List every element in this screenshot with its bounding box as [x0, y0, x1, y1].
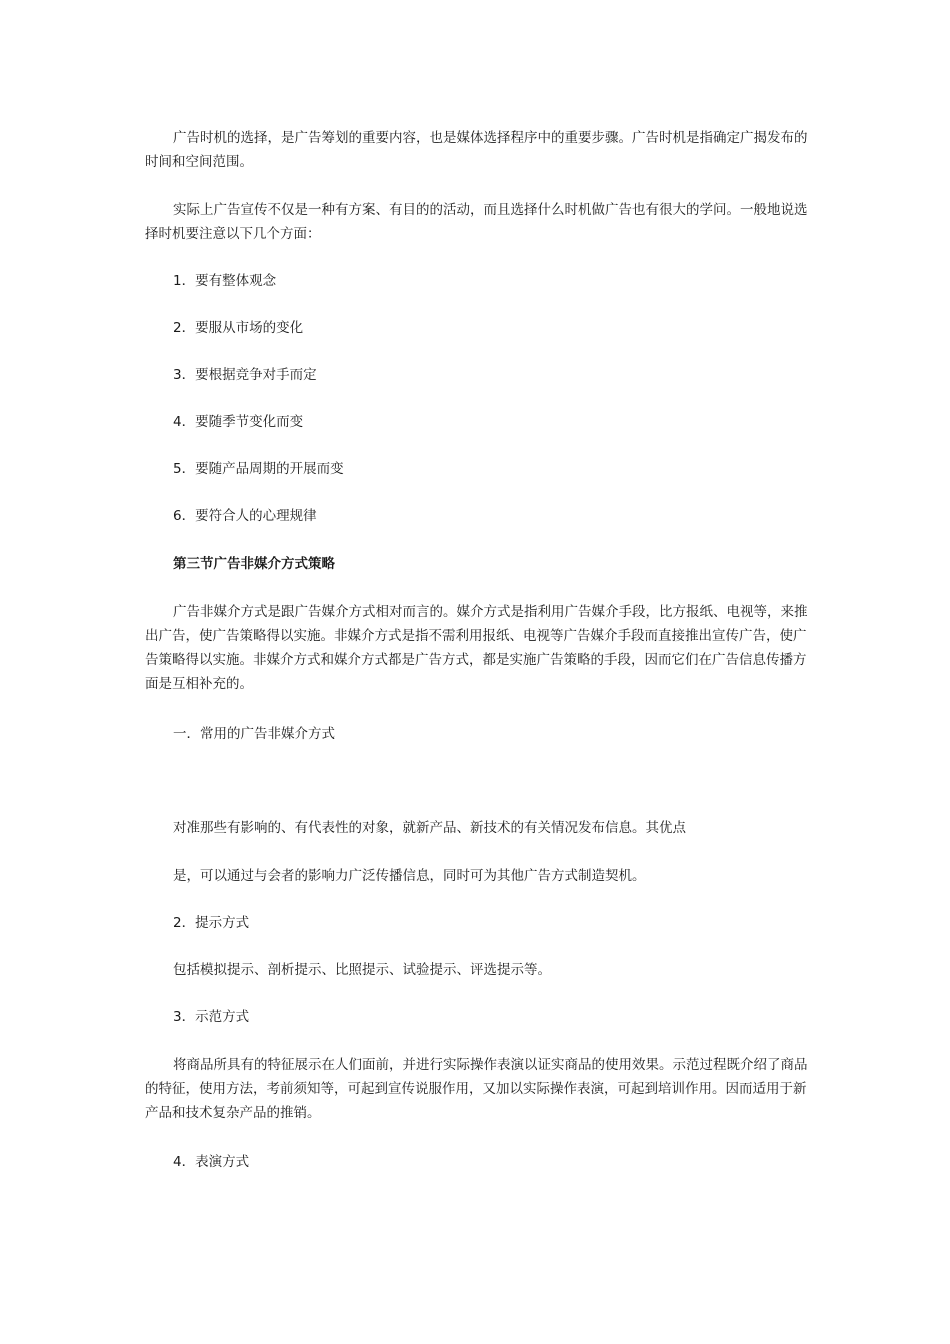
list-item: 2．要服从市场的变化	[173, 320, 304, 336]
section-heading: 第三节广告非媒介方式策略	[173, 556, 335, 572]
list-item: 4．要随季节变化而变	[173, 414, 304, 430]
list-item: 5．要随产品周期的开展而变	[173, 461, 344, 477]
paragraph-ad-timing: 广告时机的选择，是广告筹划的重要内容，也是媒体选择程序中的重要步骤。广告时机是指确定广揭发布的时间和空间范围。	[145, 130, 808, 170]
list-item: 6．要符合人的心理规律	[173, 508, 317, 524]
list-item: 3．要根据竞争对手而定	[173, 367, 317, 383]
item-performance-method-title: 4．表演方式	[173, 1154, 250, 1170]
paragraph-release-advantage: 是，可以通过与会者的影响力广泛传播信息，同时可为其他广告方式制造契机。	[173, 868, 646, 884]
paragraph-non-media-intro: 广告非媒介方式是跟广告媒介方式相对而言的。媒介方式是指利用广告媒介手段，比方报纸、电视等，来推出广告，使广告策略得以实施。非媒介方式是指不需利用报纸、电视等广告媒介手段而直接推出宣传广告，使广告策略得以实施。非媒介方式和媒介方式都是广告方式，都是实施广告策略的手段，因而它们在广告信息传播方面是互相补充的。	[145, 604, 808, 692]
subheading-common-methods: 一．常用的广告非媒介方式	[173, 726, 335, 742]
paragraph-release-info: 对准那些有影响的、有代表性的对象，就新产品、新技术的有关情况发布信息。其优点	[173, 820, 686, 836]
item-prompt-method-text: 包括模拟提示、剖析提示、比照提示、试验提示、评选提示等。	[173, 962, 551, 978]
list-item: 1．要有整体观念	[173, 273, 277, 289]
paragraph-demo-method: 将商品所具有的特征展示在人们面前，并进行实际操作表演以证实商品的使用效果。示范过程既介绍了商品的特征，使用方法，考前须知等，可起到宣传说服作用，又加以实际操作表演，可起到培训作用。因而适用于新产品和技术复杂产品的推销。	[145, 1057, 808, 1121]
item-prompt-method-title: 2．提示方式	[173, 915, 250, 931]
paragraph-timing-importance: 实际上广告宣传不仅是一种有方案、有目的的活动，而且选择什么时机做广告也有很大的学问。一般地说选择时机要注意以下几个方面：	[145, 202, 808, 242]
item-demo-method-title: 3．示范方式	[173, 1009, 250, 1025]
